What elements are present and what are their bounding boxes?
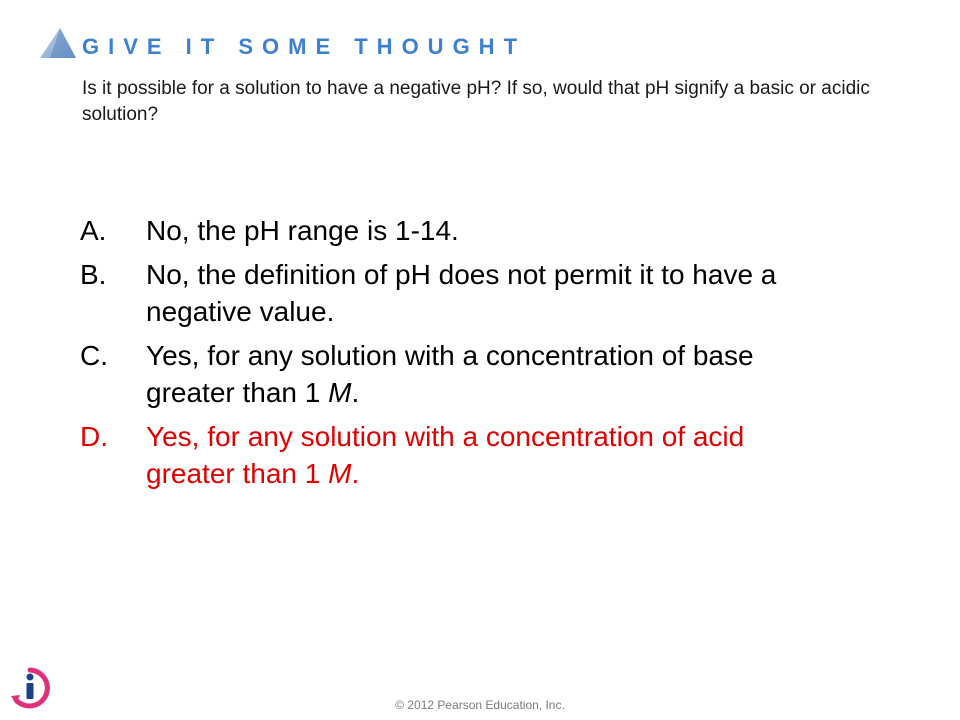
choice-letter: C. [80,340,108,371]
choice-letter: D. [80,421,108,452]
choice-text: Yes, for any solution with a concentration of base greater than 1 M. [146,340,754,408]
unit-molarity: M [328,377,352,408]
choice-text: No, the pH range is 1-14. [146,215,459,246]
choice-letter: A. [80,215,107,246]
copyright-notice: © 2012 Pearson Education, Inc. [395,698,565,712]
blue-triangle-icon [38,26,78,60]
choice-a [80,212,820,249]
unit-molarity: M [328,458,352,489]
answer-choices [80,212,820,499]
section-title: GIVE IT SOME THOUGHT [82,34,527,59]
question-text: Is it possible for a solution to have a negative pH? If so, would that pH signify a basic or acidic solution? [82,78,870,125]
choice-c [80,337,820,411]
choice-letter: B. [80,259,107,290]
choice-text: Yes, for any solution with a concentration of acid greater than 1 M. [146,421,745,489]
choice-b [80,256,820,330]
choice-text: No, the definition of pH does not permit it to have a negative value. [146,259,777,327]
choice-d-correct [80,418,820,492]
